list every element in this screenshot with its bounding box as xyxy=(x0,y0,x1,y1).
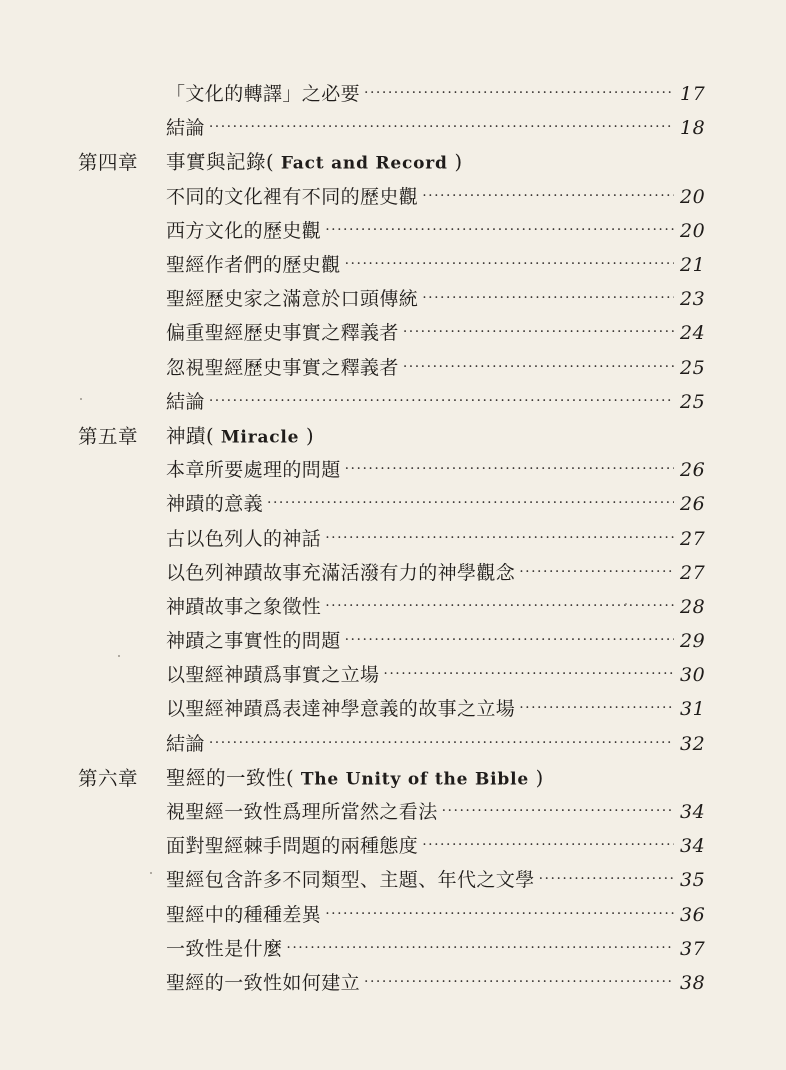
chapter-title-end: ) xyxy=(535,766,544,790)
chapter-title-end: ) xyxy=(306,424,315,448)
paper-speck xyxy=(625,603,627,605)
toc-entry-title: 聖經歷史家之滿意於口頭傳統 xyxy=(166,288,419,311)
toc-entry-row xyxy=(0,864,786,898)
toc-page-number: 27 xyxy=(680,561,706,584)
toc-entry xyxy=(166,256,710,275)
toc-entry-title: 視聖經一致性爲理所當然之看法 xyxy=(166,801,438,824)
toc-entry-row xyxy=(0,386,786,420)
toc-entry xyxy=(166,598,710,617)
toc-entry-row xyxy=(0,112,786,146)
toc-chapter-row xyxy=(0,146,786,180)
dot-leader xyxy=(422,291,674,305)
chapter-label: 第六章 xyxy=(78,766,139,790)
toc-entry xyxy=(166,527,710,550)
toc-entry-row xyxy=(0,454,786,488)
toc-entry xyxy=(166,561,710,584)
toc-entry-title: 聖經作者們的歷史觀 xyxy=(166,254,341,277)
toc-page-number: 38 xyxy=(680,972,706,995)
toc-page-number: 20 xyxy=(680,185,706,208)
toc-entry-row xyxy=(0,317,786,351)
toc-entry-title: 神蹟的意義 xyxy=(166,493,264,516)
toc-entry-title: 「文化的轉譯」之必要 xyxy=(166,83,361,106)
dot-leader xyxy=(325,599,674,613)
chapter-title-end: ) xyxy=(454,151,463,175)
toc-entry-title: 結論 xyxy=(166,117,205,140)
chapter-title-zh: 事實與記錄( xyxy=(166,151,275,175)
toc-entry xyxy=(166,837,710,856)
toc-page-number: 31 xyxy=(680,698,706,721)
chapter-title-en: The Unity of the Bible xyxy=(300,769,529,790)
toc-entry-title: 偏重聖經歷史事實之釋義者 xyxy=(166,322,399,345)
dot-leader xyxy=(286,941,674,955)
dot-leader xyxy=(364,975,674,989)
toc-entry xyxy=(166,495,710,514)
toc-page-number: 28 xyxy=(680,596,706,619)
toc-entry xyxy=(166,869,710,892)
toc-entry xyxy=(166,322,710,345)
toc-entry-row xyxy=(0,693,786,727)
toc-entry-title: 本章所要處理的問題 xyxy=(166,459,341,482)
toc-page-number: 35 xyxy=(680,869,706,892)
dot-leader xyxy=(209,736,674,750)
toc-entry xyxy=(166,903,710,926)
toc-page-number: 36 xyxy=(680,903,706,926)
toc-entry-title: 以聖經神蹟爲表達神學意義的故事之立場 xyxy=(166,698,516,721)
toc-entry-title: 神蹟故事之象徵性 xyxy=(166,596,322,619)
toc-page-number: 25 xyxy=(680,356,706,379)
chapter-title-zh: 神蹟( xyxy=(166,424,215,448)
chapter-title xyxy=(166,768,544,788)
toc-page-number: 30 xyxy=(680,664,706,687)
toc-entry xyxy=(166,666,710,685)
paper-speck xyxy=(118,655,120,657)
toc-entry-title: 古以色列人的神話 xyxy=(166,527,322,550)
toc-entry-title: 結論 xyxy=(166,390,205,413)
toc-entry-title: 以聖經神蹟爲事實之立場 xyxy=(166,664,380,687)
toc-page-number: 26 xyxy=(680,493,706,516)
dot-leader xyxy=(345,257,674,271)
dot-leader xyxy=(383,667,674,681)
toc-page-number: 21 xyxy=(680,254,706,277)
chapter-title-zh: 聖經的一致性( xyxy=(166,766,295,790)
toc-entry-row xyxy=(0,967,786,1001)
toc-entry xyxy=(166,290,710,309)
dot-leader xyxy=(519,565,674,579)
toc-page-number: 18 xyxy=(680,117,706,140)
toc-entry xyxy=(166,185,710,208)
toc-page-number: 23 xyxy=(680,288,706,311)
toc-entry-row xyxy=(0,249,786,283)
dot-leader xyxy=(422,838,674,852)
toc-chapter-row xyxy=(0,420,786,454)
toc-entry xyxy=(166,937,710,960)
chapter-title-en: Fact and Record xyxy=(280,154,448,175)
chapter-title-en: Miracle xyxy=(220,427,300,448)
dot-leader xyxy=(209,120,674,134)
toc-entry-title: 結論 xyxy=(166,732,205,755)
dot-leader xyxy=(345,462,674,476)
toc-entry-title: 不同的文化裡有不同的歷史觀 xyxy=(166,185,419,208)
toc-page-number: 20 xyxy=(680,219,706,242)
toc-entry-title: 神蹟之事實性的問題 xyxy=(166,630,341,653)
toc-entry-row xyxy=(0,488,786,522)
toc-entry-row xyxy=(0,728,786,762)
toc-entry-row xyxy=(0,591,786,625)
toc-entry-row xyxy=(0,283,786,317)
toc-entry-row xyxy=(0,659,786,693)
toc-entry-row xyxy=(0,933,786,967)
toc-entry-row xyxy=(0,181,786,215)
dot-leader xyxy=(539,873,674,887)
toc-page-number: 29 xyxy=(680,630,706,653)
toc-entry-title: 面對聖經棘手問題的兩種態度 xyxy=(166,835,419,858)
dot-leader xyxy=(325,531,674,545)
dot-leader xyxy=(325,907,674,921)
toc-chapter-row xyxy=(0,762,786,796)
toc-entry xyxy=(166,632,710,651)
chapter-label: 第四章 xyxy=(78,151,139,175)
dot-leader xyxy=(209,394,674,408)
toc-entry-title: 聖經的一致性如何建立 xyxy=(166,972,361,995)
toc-entry-title: 聖經中的種種差異 xyxy=(166,903,322,926)
toc-page-number: 32 xyxy=(680,732,706,755)
toc-entry-row xyxy=(0,78,786,112)
toc-entry-title: 聖經包含許多不同類型、主題、年代之文學 xyxy=(166,869,535,892)
toc-entry xyxy=(166,85,710,104)
toc-entry-row xyxy=(0,899,786,933)
toc-entry-row xyxy=(0,830,786,864)
toc-entry xyxy=(166,803,710,822)
toc-entry xyxy=(166,219,710,242)
toc-entry-title: 忽視聖經歷史事實之釋義者 xyxy=(166,356,399,379)
toc-page-number: 27 xyxy=(680,527,706,550)
toc-entry-row xyxy=(0,557,786,591)
chapter-title xyxy=(166,153,463,173)
toc-entry-title: 以色列神蹟故事充滿活潑有力的神學觀念 xyxy=(166,561,516,584)
dot-leader xyxy=(364,86,674,100)
toc-entry xyxy=(166,119,710,138)
toc-entry xyxy=(166,974,710,993)
toc-entry-title: 一致性是什麼 xyxy=(166,937,283,960)
dot-leader xyxy=(345,633,674,647)
toc-entry xyxy=(166,732,710,755)
toc-page-number: 17 xyxy=(680,83,706,106)
toc-entry-row xyxy=(0,522,786,556)
chapter-label: 第五章 xyxy=(78,424,139,448)
toc-page-number: 25 xyxy=(680,390,706,413)
toc-entry xyxy=(166,461,710,480)
paper-speck xyxy=(80,398,82,400)
dot-leader xyxy=(422,189,674,203)
toc-entry xyxy=(166,356,710,379)
dot-leader xyxy=(325,223,674,237)
chapter-title xyxy=(166,424,315,448)
toc-page-number: 26 xyxy=(680,459,706,482)
table-of-contents xyxy=(0,78,786,1001)
dot-leader xyxy=(403,360,674,374)
toc-entry-row xyxy=(0,215,786,249)
dot-leader xyxy=(267,496,674,510)
toc-entry-row xyxy=(0,352,786,386)
toc-page-number: 37 xyxy=(680,937,706,960)
dot-leader xyxy=(403,326,674,340)
toc-page-number: 34 xyxy=(680,835,706,858)
toc-page-number: 24 xyxy=(680,322,706,345)
toc-entry-title: 西方文化的歷史觀 xyxy=(166,219,322,242)
dot-leader xyxy=(519,702,674,716)
toc-page-number: 34 xyxy=(680,801,706,824)
toc-entry xyxy=(166,390,710,413)
toc-entry xyxy=(166,698,710,721)
toc-entry-row xyxy=(0,796,786,830)
paper-speck xyxy=(150,872,152,874)
dot-leader xyxy=(442,804,674,818)
